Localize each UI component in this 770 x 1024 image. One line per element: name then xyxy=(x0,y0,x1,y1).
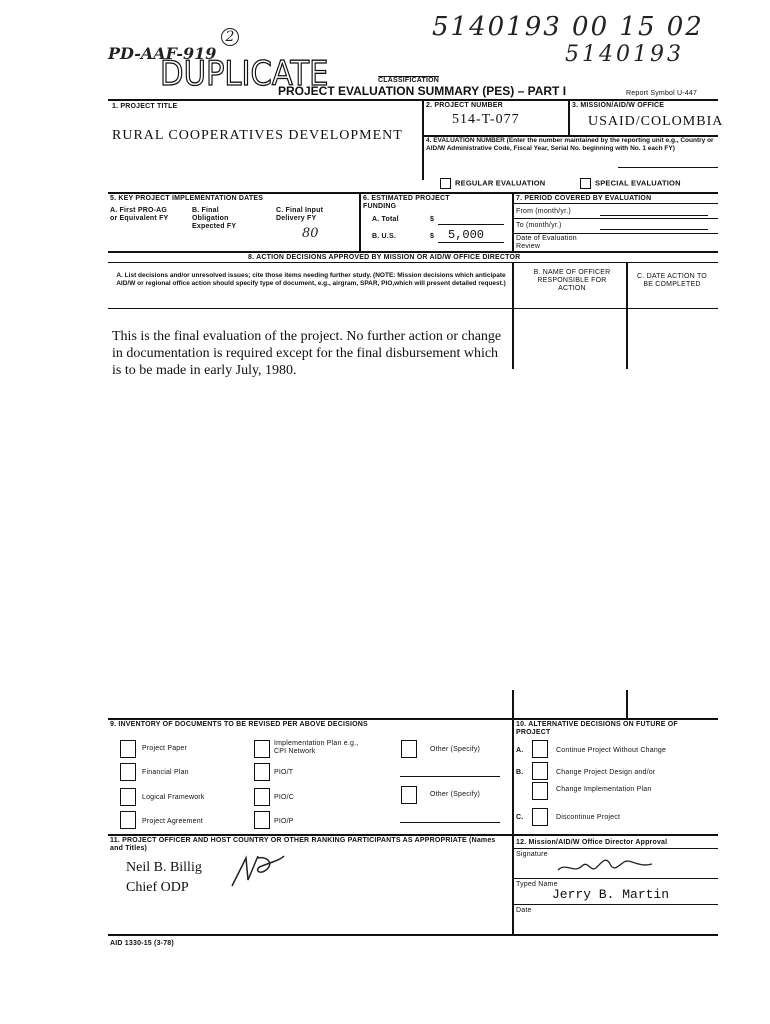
checkbox-financial-plan[interactable] xyxy=(120,763,136,781)
section10-label: 10. ALTERNATIVE DECISIONS ON FUTURE OF PROJECT xyxy=(516,721,678,736)
project-officer-title: Chief ODP xyxy=(126,880,189,895)
funding-us-value: 5,000 xyxy=(448,228,485,242)
section8-b-label: B. NAME OF OFFICER RESPONSIBLE FOR ACTION xyxy=(533,269,611,292)
doc-pio-t: PIO/T xyxy=(274,769,294,776)
period-covered-label: 7. PERIOD COVERED BY EVALUATION xyxy=(516,195,652,202)
checkbox-continue-project[interactable] xyxy=(532,740,548,758)
funding-label: 6. ESTIMATED PROJECT FUNDING xyxy=(363,195,450,210)
mission-office-label: 3. MISSION/AID/W OFFICE xyxy=(572,102,665,109)
section9-label: 9. INVENTORY OF DOCUMENTS TO BE REVISED PER ABOVE DECISIONS xyxy=(110,721,368,728)
alt-a-letter: A. xyxy=(516,747,524,754)
funding-total-label: A. Total xyxy=(372,216,399,223)
doc-other-2: Other (Specify) xyxy=(430,791,481,798)
doc-financial-plan: Financial Plan xyxy=(142,769,189,776)
checkbox-pio-p[interactable] xyxy=(254,811,270,829)
initials-signature xyxy=(228,850,288,890)
project-title-value: RURAL COOPERATIVES DEVELOPMENT xyxy=(112,128,403,143)
alt-b-letter: B. xyxy=(516,769,524,776)
report-symbol: Report Symbol U-447 xyxy=(626,90,698,97)
project-number-value: 514-T-077 xyxy=(452,112,520,127)
handwritten-doc-number: 5140193 00 15 02 xyxy=(432,12,704,42)
key-date-c: C. Final Input Delivery FY xyxy=(276,207,324,222)
handwritten-doc-number-2: 5140193 xyxy=(565,42,684,67)
period-from-label: From (month/yr.) xyxy=(516,208,571,215)
doc-implementation-plan: Implementation Plan e.g., CPI Network xyxy=(274,740,359,755)
project-title-label: 1. PROJECT TITLE xyxy=(112,103,178,110)
funding-us-dollar: $ xyxy=(430,233,435,240)
special-evaluation-option[interactable]: SPECIAL EVALUATION xyxy=(580,178,681,189)
project-officer-name: Neil B. Billig xyxy=(126,860,202,875)
evaluation-number-label: 4. EVALUATION NUMBER (Enter the number maintained by the reporting unit e.g., Country or AID/W Administrative Code, Fiscal Year, Serial No. beginning with No. 1 each FY) xyxy=(426,137,714,152)
evaluation-review-date-label: Date of Evaluation Review xyxy=(516,235,577,250)
checkbox-project-agreement[interactable] xyxy=(120,811,136,829)
alt-a-text: Continue Project Without Change xyxy=(556,747,667,754)
classification-label: CLASSIFICATION xyxy=(378,77,440,84)
checkbox-change-implementation[interactable] xyxy=(532,782,548,800)
doc-pio-c: PIO/C xyxy=(274,794,295,801)
doc-project-paper: Project Paper xyxy=(142,745,188,752)
checkbox-change-design[interactable] xyxy=(532,762,548,780)
checkbox-implementation-plan[interactable] xyxy=(254,740,270,758)
typed-name-value: Jerry B. Martin xyxy=(552,887,670,902)
alt-c-letter: C. xyxy=(516,814,524,821)
duplicate-stamp: DUPLICATE xyxy=(160,54,329,94)
checkbox-project-paper[interactable] xyxy=(120,740,136,758)
key-date-b: B. Final Obligation Expected FY xyxy=(192,207,237,230)
project-number-label: 2. PROJECT NUMBER xyxy=(426,102,503,109)
doc-pio-p: PIO/P xyxy=(274,818,294,825)
mission-office-value: USAID/COLOMBIA xyxy=(588,114,724,129)
funding-total-dollar: $ xyxy=(430,216,435,223)
doc-other-1: Other (Specify) xyxy=(430,746,481,753)
section8-a-instructions: A. List decisions and/or unresolved issues; cite those items needing further study. (NOTE: Mission decisions which anticipate AID/W or regional office action should specify type of document, e.g., airgram, SPAR, PIO,which will present detailed request.) xyxy=(116,272,506,287)
circled-number: 2 xyxy=(221,28,239,46)
date-label: Date xyxy=(516,907,532,914)
alt-b-text: Change Project Design and/or xyxy=(556,769,656,776)
doc-logical-framework: Logical Framework xyxy=(142,794,205,801)
form-title: PROJECT EVALUATION SUMMARY (PES) – PART I xyxy=(278,84,567,98)
section8-decisions-text: This is the final evaluation of the project. No further action or change in documentation is required except for the final disbursement which is to be made in early July, 1980. xyxy=(112,329,502,378)
key-date-c-value: 80 xyxy=(302,226,319,241)
section12-label: 12. Mission/AID/W Office Director Approval xyxy=(516,839,668,846)
section8-c-label: C. DATE ACTION TO BE COMPLETED xyxy=(637,273,707,288)
checkbox-pio-t[interactable] xyxy=(254,763,270,781)
form-number: AID 1330-15 (3-78) xyxy=(110,940,174,947)
key-dates-label: 5. KEY PROJECT IMPLEMENTATION DATES xyxy=(110,195,264,202)
section11-label: 11. PROJECT OFFICER AND HOST COUNTRY OR OTHER RANKING PARTICIPANTS AS APPROPRIATE (Names and Titles) xyxy=(110,837,496,852)
checkbox-discontinue[interactable] xyxy=(532,808,548,826)
checkbox-other-2[interactable] xyxy=(401,786,417,804)
key-date-a: A. First PRO-AG or Equivalent FY xyxy=(110,207,169,222)
period-to-label: To (month/yr.) xyxy=(516,222,562,229)
alt-b-text2: Change Implementation Plan xyxy=(556,786,652,793)
section8-label: 8. ACTION DECISIONS APPROVED BY MISSION OR AID/W OFFICE DIRECTOR xyxy=(248,254,521,261)
checkbox-logical-framework[interactable] xyxy=(120,788,136,806)
alt-c-text: Discontinue Project xyxy=(556,814,621,821)
doc-project-agreement: Project Agreement xyxy=(142,818,203,825)
signature-label: Signature xyxy=(516,851,548,858)
director-signature xyxy=(556,852,656,878)
checkbox-pio-c[interactable] xyxy=(254,788,270,806)
typed-name-label: Typed Name xyxy=(516,881,558,888)
funding-us-label: B. U.S. xyxy=(372,233,396,240)
checkbox-other-1[interactable] xyxy=(401,740,417,758)
handwritten-pd-number: PD-AAF-919 xyxy=(108,44,217,63)
regular-evaluation-option[interactable]: REGULAR EVALUATION xyxy=(440,178,545,189)
